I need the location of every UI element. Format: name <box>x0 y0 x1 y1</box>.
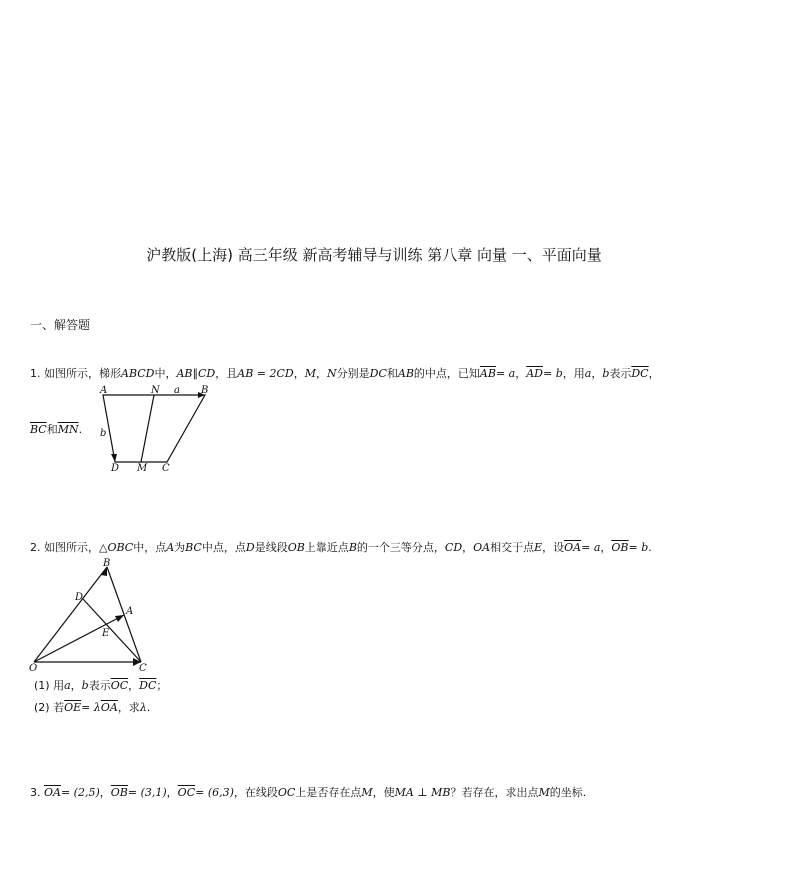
text: 中点，点 <box>201 541 246 554</box>
vector: $\overline{OE}$ <box>64 701 82 714</box>
text: 相交于点 <box>490 541 535 554</box>
text: . <box>78 423 83 436</box>
segment-oa <box>34 615 124 662</box>
arrow-oa <box>115 615 124 622</box>
parallel-symbol: ∥ <box>192 367 198 380</box>
question-3-text <box>30 785 586 801</box>
vector-b: b <box>81 679 89 692</box>
text: ， <box>591 367 603 380</box>
text: ， <box>462 541 474 554</box>
math: AB = 2CD <box>237 367 294 380</box>
vector-b: b <box>602 367 610 380</box>
page-title: 沪教版(上海) 高三年级 新高考辅导与训练 第八章 向量 一、平面向量 <box>146 246 602 264</box>
triangle-symbol: △ <box>99 541 108 554</box>
math: M <box>538 786 550 799</box>
label-e-point: E <box>102 628 110 639</box>
math: OA <box>473 541 491 554</box>
math: A <box>166 541 175 554</box>
text: 如图所示， <box>44 541 99 554</box>
triangle-figure <box>26 556 156 676</box>
question-1-text <box>30 366 660 382</box>
label-c-point: C <box>162 463 170 473</box>
text: 若 <box>53 701 65 714</box>
label-a-point: A <box>100 385 108 396</box>
text: ， <box>600 541 612 554</box>
text: 中， <box>154 367 177 380</box>
label-c-point: C <box>139 663 147 674</box>
math: E <box>534 541 543 554</box>
text: 上靠近点 <box>304 541 349 554</box>
math: = λ <box>81 701 101 714</box>
text: 是线段 <box>254 541 288 554</box>
math: ABCD <box>121 367 155 380</box>
math: M <box>361 786 373 799</box>
question-number: 1. <box>30 367 41 380</box>
text: ，用 <box>562 367 585 380</box>
math: MA ⊥ MB <box>394 786 451 799</box>
trapezoid-figure <box>95 383 220 473</box>
vector: $\overline{OC}$ <box>177 786 196 799</box>
text: ， <box>166 786 178 799</box>
text: ，且 <box>215 367 238 380</box>
question-2-part-1 <box>34 678 167 694</box>
label-o-point: O <box>29 663 38 674</box>
text: ； <box>156 679 168 692</box>
text: ，设 <box>542 541 565 554</box>
label-a-point: A <box>126 606 134 617</box>
label-d-point: D <box>75 592 84 603</box>
vector: $\overline{MN}$ <box>57 423 79 436</box>
math: N <box>327 367 337 380</box>
vector: $\overline{OB}$ <box>110 786 128 799</box>
math: OBC <box>107 541 134 554</box>
label-m-point: M <box>137 463 148 473</box>
vector: $\overline{BC}$ <box>30 423 47 436</box>
math: CD <box>444 541 463 554</box>
math: AB <box>397 367 414 380</box>
text: 用 <box>53 679 65 692</box>
label-d-point: D <box>111 463 120 473</box>
text: ， <box>99 786 111 799</box>
math: B <box>348 541 357 554</box>
label-n-point: N <box>151 385 160 396</box>
math: = (3,1) <box>127 786 167 799</box>
vector: $\overline{OA}$ <box>44 786 61 799</box>
section-heading: 一、解答题 <box>30 318 91 332</box>
text: ，使 <box>372 786 395 799</box>
math: = b <box>628 541 649 554</box>
text: 为 <box>174 541 186 554</box>
text: 和 <box>386 367 398 380</box>
text: . <box>648 541 652 554</box>
question-2-part-2 <box>34 700 150 716</box>
text: 表示 <box>609 367 632 380</box>
text: 分别是 <box>336 367 370 380</box>
question-number: 2. <box>30 541 41 554</box>
vector: $\overline{DC}$ <box>139 679 157 692</box>
math: DC <box>369 367 387 380</box>
question-1-text-cont <box>30 422 82 438</box>
math: = (6,3) <box>195 786 234 799</box>
math: = (2,5) <box>60 786 100 799</box>
math: OB <box>287 541 305 554</box>
text: 的中点，已知 <box>413 367 480 380</box>
question-number: 3. <box>30 786 41 799</box>
math: M <box>304 367 316 380</box>
text: ， <box>70 679 82 692</box>
label-b-point: B <box>103 558 111 569</box>
text: 表示 <box>88 679 111 692</box>
math: OC <box>277 786 296 799</box>
vector: $\overline{OA}$ <box>564 541 582 554</box>
text: ，在线段 <box>233 786 278 799</box>
math: = a <box>581 541 601 554</box>
math: CD <box>198 367 216 380</box>
math: = b <box>542 367 563 380</box>
part-number: (2) <box>34 701 50 714</box>
text: ，求 <box>117 701 140 714</box>
arrow-ad <box>111 454 117 462</box>
segment-mn <box>141 395 154 462</box>
question-2-text <box>30 540 652 556</box>
text: ， <box>316 367 327 380</box>
text: 的坐标. <box>549 786 587 799</box>
part-number: (1) <box>34 679 50 692</box>
segment-bc <box>107 567 141 662</box>
text: 如图所示，梯形 <box>44 367 121 380</box>
vector-a: a <box>64 679 71 692</box>
text: 中，点 <box>133 541 167 554</box>
text: 上是否存在点 <box>295 786 362 799</box>
vector: $\overline{AD}$ <box>526 367 543 380</box>
math: = a <box>495 367 516 380</box>
trapezoid-outline <box>103 395 205 462</box>
label-vector-a: a <box>174 385 180 396</box>
label-b-point: B <box>201 385 209 396</box>
text: ？若存在，求出点 <box>450 786 539 799</box>
text: 的一个三等分点， <box>356 541 445 554</box>
math: BC <box>185 541 202 554</box>
text: ， <box>128 679 140 692</box>
vector: $\overline{OB}$ <box>611 541 629 554</box>
label-vector-b: b <box>100 428 107 439</box>
math: λ <box>139 701 147 714</box>
segment-ob <box>34 567 107 662</box>
text: ， <box>293 367 305 380</box>
vector-a: a <box>584 367 592 380</box>
vector: $\overline{DC}$ <box>631 367 649 380</box>
text: . <box>146 701 151 714</box>
vector: $\overline{AB}$ <box>479 367 496 380</box>
math: D <box>245 541 255 554</box>
text: ， <box>515 367 527 380</box>
text: ， <box>648 367 660 380</box>
text: 和 <box>46 423 58 436</box>
math: AB <box>176 367 193 380</box>
vector: $\overline{OA}$ <box>100 701 118 714</box>
vector: $\overline{OC}$ <box>110 679 129 692</box>
